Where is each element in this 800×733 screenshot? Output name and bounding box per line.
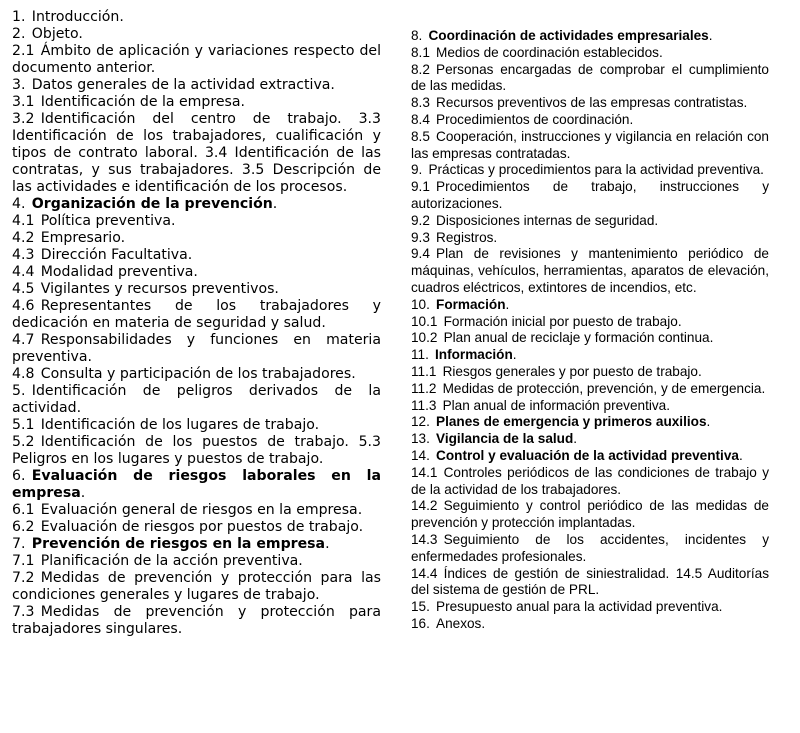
toc-entry-text: Información: [435, 347, 513, 363]
toc-entry-number: 4.: [12, 196, 26, 212]
toc-entry-number: 6.: [12, 468, 26, 484]
toc-entry-suffix: .: [738, 447, 743, 463]
toc-entry: [411, 616, 769, 633]
toc-entry: [12, 383, 381, 417]
toc-entry-text: Evaluación de riesgos laborales en la empresa: [12, 468, 381, 501]
toc-entry-number: 9.2: [411, 212, 430, 228]
toc-entry-number: 5.2: [12, 434, 35, 450]
toc-entry-number: 14.4: [411, 565, 438, 581]
toc-entry-number: 7.2: [12, 570, 35, 586]
toc-entry-text: Dirección Facultativa.: [40, 247, 193, 263]
toc-entry-number: 4.6: [12, 298, 35, 314]
toc-entry: [12, 111, 381, 196]
toc-entry-text: Controles periódicos de las condiciones de trabajo y de la actividad de los trabajadores.: [411, 464, 769, 497]
toc-entry: [12, 230, 381, 247]
toc-entry: [12, 281, 381, 298]
toc-entry-text: Seguimiento y control periódico de las medidas de prevención y protección implantadas.: [411, 498, 769, 531]
toc-entry-number: 14.1: [411, 464, 438, 480]
toc-entry-number: 9.3: [411, 229, 430, 245]
toc-entry: [12, 434, 381, 468]
toc-entry: [12, 366, 381, 383]
toc-entry-number: 11.1: [411, 363, 437, 379]
toc-entry-text: Medidas de protección, prevención, y de emergencia.: [442, 380, 766, 396]
toc-entry: [12, 502, 381, 519]
toc-entry: [411, 465, 769, 499]
toc-entry-number: 8.2: [411, 61, 430, 77]
toc-entry-text: Disposiciones internas de seguridad.: [436, 212, 659, 228]
toc-entry-text: Prácticas y procedimientos para la actividad preventiva.: [428, 162, 764, 178]
toc-entry-text: Vigilancia de la salud: [436, 431, 574, 447]
toc-entry-text: Procedimientos de trabajo, instrucciones y autorizaciones.: [411, 179, 769, 211]
toc-entry-number: 9.1: [411, 179, 430, 195]
toc-entry: [411, 498, 769, 532]
toc-entry: [12, 247, 381, 264]
toc-entry: [12, 264, 381, 281]
toc-entry-number: 11.3: [411, 397, 437, 413]
toc-entry-text: Medidas de prevención y protección para las condiciones generales y lugares de trabajo.: [12, 570, 381, 603]
toc-entry-number: 8.5: [411, 128, 430, 144]
toc-entry-number: 13.: [411, 431, 430, 447]
toc-section-heading: [411, 297, 769, 314]
toc-entry-text: Procedimientos de coordinación.: [436, 111, 634, 127]
toc-entry: [12, 94, 381, 111]
toc-section-heading: [411, 347, 769, 364]
toc-entry: [12, 604, 381, 638]
toc-entry: [411, 566, 769, 600]
toc-entry-text: Medios de coordinación establecidos.: [436, 44, 663, 60]
toc-entry-number: 10.1: [411, 313, 438, 329]
toc-entry: [12, 213, 381, 230]
toc-entry-number: 8.4: [411, 111, 430, 127]
toc-entry-number: 8.3: [411, 95, 430, 111]
toc-entry-number: 7.3: [12, 604, 35, 620]
toc-entry-text: Identificación de los puestos de trabajo. 5.3 Peligros en los lugares y puestos de trabajo.: [12, 434, 381, 467]
toc-entry: [411, 532, 769, 566]
toc-section-heading: [12, 196, 381, 213]
toc-entry-number: 4.8: [12, 366, 35, 382]
toc-entry: [411, 129, 769, 163]
toc-entry-text: Introducción.: [31, 9, 124, 25]
toc-entry: [411, 246, 769, 296]
toc-entry-number: 3.2: [12, 111, 35, 127]
toc-entry-number: 12.: [411, 414, 430, 430]
toc-entry-text: Evaluación general de riesgos en la empresa.: [40, 502, 363, 518]
toc-entry-number: 15.: [411, 599, 430, 615]
toc-entry: [411, 179, 769, 213]
toc-entry-number: 11.2: [411, 380, 437, 396]
toc-entry: [12, 553, 381, 570]
toc-entry-number: 9.: [411, 162, 423, 178]
toc-entry-suffix: .: [505, 296, 510, 312]
toc-entry: [411, 62, 769, 96]
toc-entry: [12, 332, 381, 366]
toc-entry-number: 5.: [12, 383, 26, 399]
toc-entry-number: 3.1: [12, 94, 35, 110]
toc-entry: [12, 298, 381, 332]
toc-entry-text: Identificación de peligros derivados de la actividad.: [12, 383, 381, 416]
toc-entry-text: Cooperación, instrucciones y vigilancia en relación con las empresas contratadas.: [411, 128, 769, 161]
toc-entry-number: 4.1: [12, 213, 35, 229]
toc-entry-text: Consulta y participación de los trabajadores.: [40, 366, 356, 382]
toc-entry-suffix: .: [706, 414, 711, 430]
toc-entry-suffix: .: [325, 536, 330, 552]
toc-entry-text: Responsabilidades y funciones en materia preventiva.: [12, 332, 381, 365]
toc-entry-suffix: .: [512, 347, 517, 363]
toc-entry-number: 14.: [411, 447, 430, 463]
toc-entry-number: 1.: [12, 9, 26, 25]
toc-entry: [12, 417, 381, 434]
toc-entry-number: 6.1: [12, 502, 35, 518]
toc-entry-number: 16.: [411, 615, 430, 631]
toc-entry-number: 8.1: [411, 44, 430, 60]
toc-entry-text: Plan anual de información preventiva.: [442, 397, 671, 413]
toc-entry-text: Evaluación de riesgos por puestos de trabajo.: [40, 519, 364, 535]
toc-entry-text: Representantes de los trabajadores y dedicación en materia de seguridad y salud.: [12, 298, 381, 331]
toc-entry-number: 2.: [12, 26, 26, 42]
toc-entry-number: 7.1: [12, 553, 35, 569]
toc-entry: [12, 43, 381, 77]
toc-entry: [411, 330, 769, 347]
toc-entry-text: Formación inicial por puesto de trabajo.: [443, 313, 682, 329]
toc-entry: [411, 213, 769, 230]
toc-entry: [411, 45, 769, 62]
toc-entry-number: 11.: [411, 347, 429, 363]
toc-entry-text: Índices de gestión de siniestralidad. 14.5 Auditorías del sistema de gestión de PRL.: [411, 565, 769, 598]
toc-entry: [411, 381, 769, 398]
toc-section-heading: [411, 431, 769, 448]
toc-entry-text: Planificación de la acción preventiva.: [40, 553, 303, 569]
toc-entry-text: Seguimiento de los accidentes, incidentes y enfermedades profesionales.: [411, 531, 769, 564]
toc-entry-number: 4.7: [12, 332, 35, 348]
toc-entry-suffix: .: [573, 431, 578, 447]
toc-entry-text: Medidas de prevención y protección para trabajadores singulares.: [12, 604, 381, 637]
toc-entry-text: Identificación de los lugares de trabajo.: [40, 417, 320, 433]
toc-entry-text: Vigilantes y recursos preventivos.: [40, 281, 279, 297]
toc-entry: [12, 9, 381, 26]
toc-entry-suffix: .: [272, 196, 278, 212]
toc-entry-text: Recursos preventivos de las empresas contratistas.: [436, 95, 748, 111]
toc-entry: [411, 398, 769, 415]
toc-entry-suffix: .: [80, 485, 86, 501]
toc-entry: [12, 77, 381, 94]
toc-entry-number: 6.2: [12, 519, 35, 535]
toc-entry-text: Política preventiva.: [40, 213, 176, 229]
toc-entry-text: Coordinación de actividades empresariales: [428, 28, 709, 43]
toc-entry-text: Organización de la prevención: [31, 196, 273, 212]
toc-entry-text: Prevención de riesgos en la empresa: [31, 536, 326, 552]
toc-entry: [411, 599, 769, 616]
toc-entry-number: 7.: [12, 536, 26, 552]
toc-entry-number: 3.: [12, 77, 26, 93]
toc-entry-number: 14.2: [411, 498, 438, 514]
toc-entry-text: Control y evaluación de la actividad preventiva: [436, 447, 739, 463]
toc-entry-number: 10.2: [411, 330, 438, 346]
toc-entry: [12, 26, 381, 43]
toc-entry: [12, 519, 381, 536]
toc-entry-number: 5.1: [12, 417, 35, 433]
toc-entry: [12, 570, 381, 604]
toc-entry-text: Personas encargadas de comprobar el cumplimiento de las medidas.: [411, 61, 769, 94]
toc-section-heading: [12, 536, 381, 553]
toc-section-heading: [411, 414, 769, 431]
toc-entry-text: Anexos.: [436, 615, 486, 631]
toc-entry-text: Modalidad preventiva.: [40, 264, 198, 280]
toc-entry-number: 4.5: [12, 281, 35, 297]
toc-section-heading: [411, 448, 769, 465]
toc-entry-number: 9.4: [411, 246, 430, 262]
toc-entry-number: 14.3: [411, 531, 438, 547]
toc-entry-text: Ámbito de aplicación y variaciones respecto del documento anterior.: [12, 43, 381, 76]
toc-section-heading: [12, 468, 381, 502]
toc-entry-text: Riesgos generales y por puesto de trabajo.: [442, 363, 702, 379]
toc-entry-text: Objeto.: [31, 26, 83, 42]
toc-entry-text: Formación: [436, 296, 506, 312]
toc-section-heading: [411, 28, 769, 45]
toc-entry: [411, 364, 769, 381]
toc-entry-text: Datos generales de la actividad extractiva.: [31, 77, 335, 93]
toc-entry-number: 2.1: [12, 43, 35, 59]
toc-entry-suffix: .: [708, 28, 713, 43]
toc-entry-text: Presupuesto anual para la actividad preventiva.: [436, 599, 723, 615]
toc-entry-text: Empresario.: [40, 230, 126, 246]
toc-entry-number: 4.4: [12, 264, 35, 280]
toc-entry: [411, 95, 769, 112]
toc-entry-text: Identificación del centro de trabajo. 3.3 Identificación de los trabajadores, cualificación y tipos de contrato laboral. 3.4 Identificación de las contratas, y sus trabajadores. 3.5 Descripción de las actividades e identificación de los procesos.: [12, 111, 381, 195]
toc-entry: [411, 112, 769, 129]
toc-entry-number: 8.: [411, 28, 423, 43]
toc-right-column: [411, 28, 769, 633]
toc-entry-text: Planes de emergencia y primeros auxilios: [436, 414, 707, 430]
toc-entry: [411, 314, 769, 331]
toc-entry-number: 10.: [411, 296, 430, 312]
toc-entry-text: Registros.: [436, 229, 498, 245]
toc-entry-text: Plan de revisiones y mantenimiento periódico de máquinas, vehículos, herramientas, aparatos de elevación, cuadros eléctricos, extintores de incendios, etc.: [411, 246, 769, 295]
toc-left-column: [12, 9, 381, 638]
toc-entry: [411, 230, 769, 247]
toc-entry-number: 4.2: [12, 230, 35, 246]
toc-entry-text: Plan anual de reciclaje y formación continua.: [443, 330, 714, 346]
toc-entry-number: 4.3: [12, 247, 35, 263]
toc-entry-text: Identificación de la empresa.: [40, 94, 245, 110]
toc-entry: [411, 162, 769, 179]
